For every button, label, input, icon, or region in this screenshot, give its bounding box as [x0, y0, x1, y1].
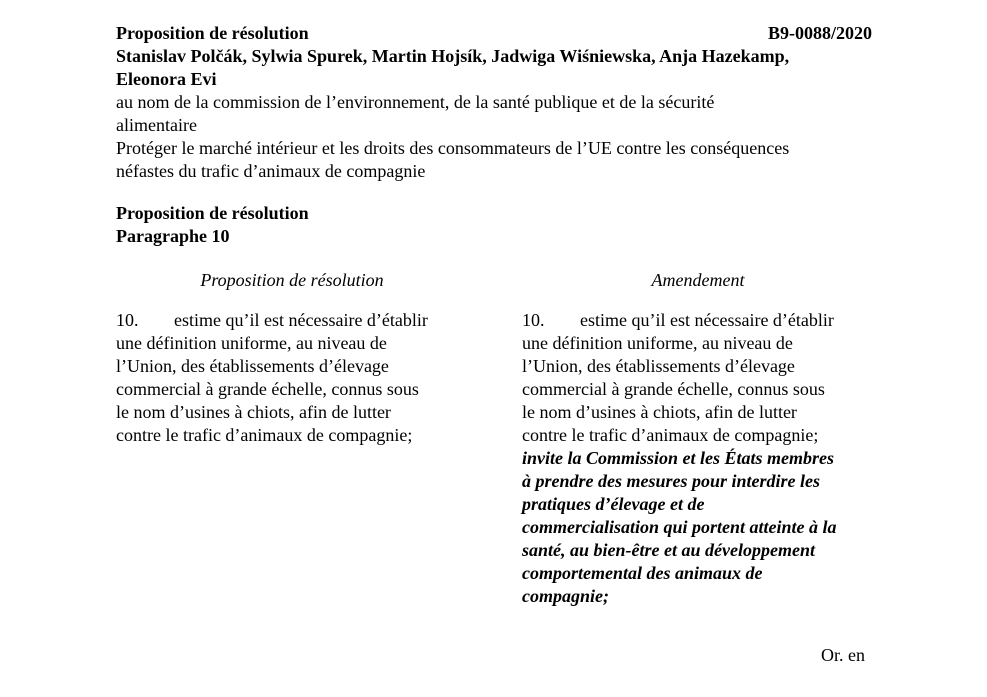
original-line: contre le trafic d’animaux de compagnie; — [116, 425, 413, 445]
original-column — [116, 269, 468, 447]
amended-line: l’Union, des établissements d’élevage — [522, 356, 795, 376]
amendment-added-line: commercialisation qui portent atteinte à la — [522, 517, 837, 537]
amended-line: 10. estime qu’il est nécessaire d’établir — [522, 310, 834, 330]
authors-line-1: Stanislav Polčák, Sylwia Spurek, Martin Hojsík, Jadwiga Wiśniewska, Anja Hazekamp, — [116, 46, 790, 66]
doc-type: Proposition de résolution — [116, 23, 309, 43]
amendment-column — [522, 269, 874, 608]
original-language: Or. en — [821, 645, 865, 665]
amendment-heading: Amendement — [651, 270, 745, 290]
amended-line: une définition uniforme, au niveau de — [522, 333, 793, 353]
section-paragraph: Paragraphe 10 — [116, 226, 230, 246]
amended-line: le nom d’usines à chiots, afin de lutter — [522, 402, 797, 422]
amended-line: commercial à grande échelle, connus sous — [522, 379, 825, 399]
original-line: le nom d’usines à chiots, afin de lutter — [116, 402, 391, 422]
committee-line-1: au nom de la commission de l’environnement, de la santé publique et de la sécurité — [116, 92, 715, 112]
original-line: commercial à grande échelle, connus sous — [116, 379, 419, 399]
header-row — [116, 22, 872, 45]
original-line: l’Union, des établissements d’élevage — [116, 356, 389, 376]
paragraph-number: 10. — [116, 310, 139, 330]
amendment-added-line: invite la Commission et les États membres — [522, 448, 835, 468]
original-line: une définition uniforme, au niveau de — [116, 333, 387, 353]
amendment-added-line: compagnie; — [522, 586, 609, 606]
amendment-added-line: santé, au bien-être et au développement — [522, 540, 815, 560]
subject-line-2: néfastes du trafic d’animaux de compagnie — [116, 161, 426, 181]
original-line: 10. estime qu’il est nécessaire d’établir — [116, 310, 428, 330]
section-title: Proposition de résolution — [116, 203, 309, 223]
amendment-added-line: pratiques d’élevage et de — [522, 494, 705, 514]
amendment-added-line: à prendre des mesures pour interdire les — [522, 471, 821, 491]
amended-line: contre le trafic d’animaux de compagnie; — [522, 425, 819, 445]
authors-line-2: Eleonora Evi — [116, 69, 217, 89]
original-heading: Proposition de résolution — [200, 270, 384, 290]
amendment-added-line: comportemental des animaux de — [522, 563, 763, 583]
document-page — [116, 22, 872, 629]
committee-line-2: alimentaire — [116, 115, 197, 135]
subject-line-1: Protéger le marché intérieur et les droits des consommateurs de l’UE contre les conséquences — [116, 138, 790, 158]
comparison-table — [116, 269, 872, 629]
doc-reference: B9-0088/2020 — [767, 23, 872, 43]
paragraph-number: 10. — [522, 310, 545, 330]
